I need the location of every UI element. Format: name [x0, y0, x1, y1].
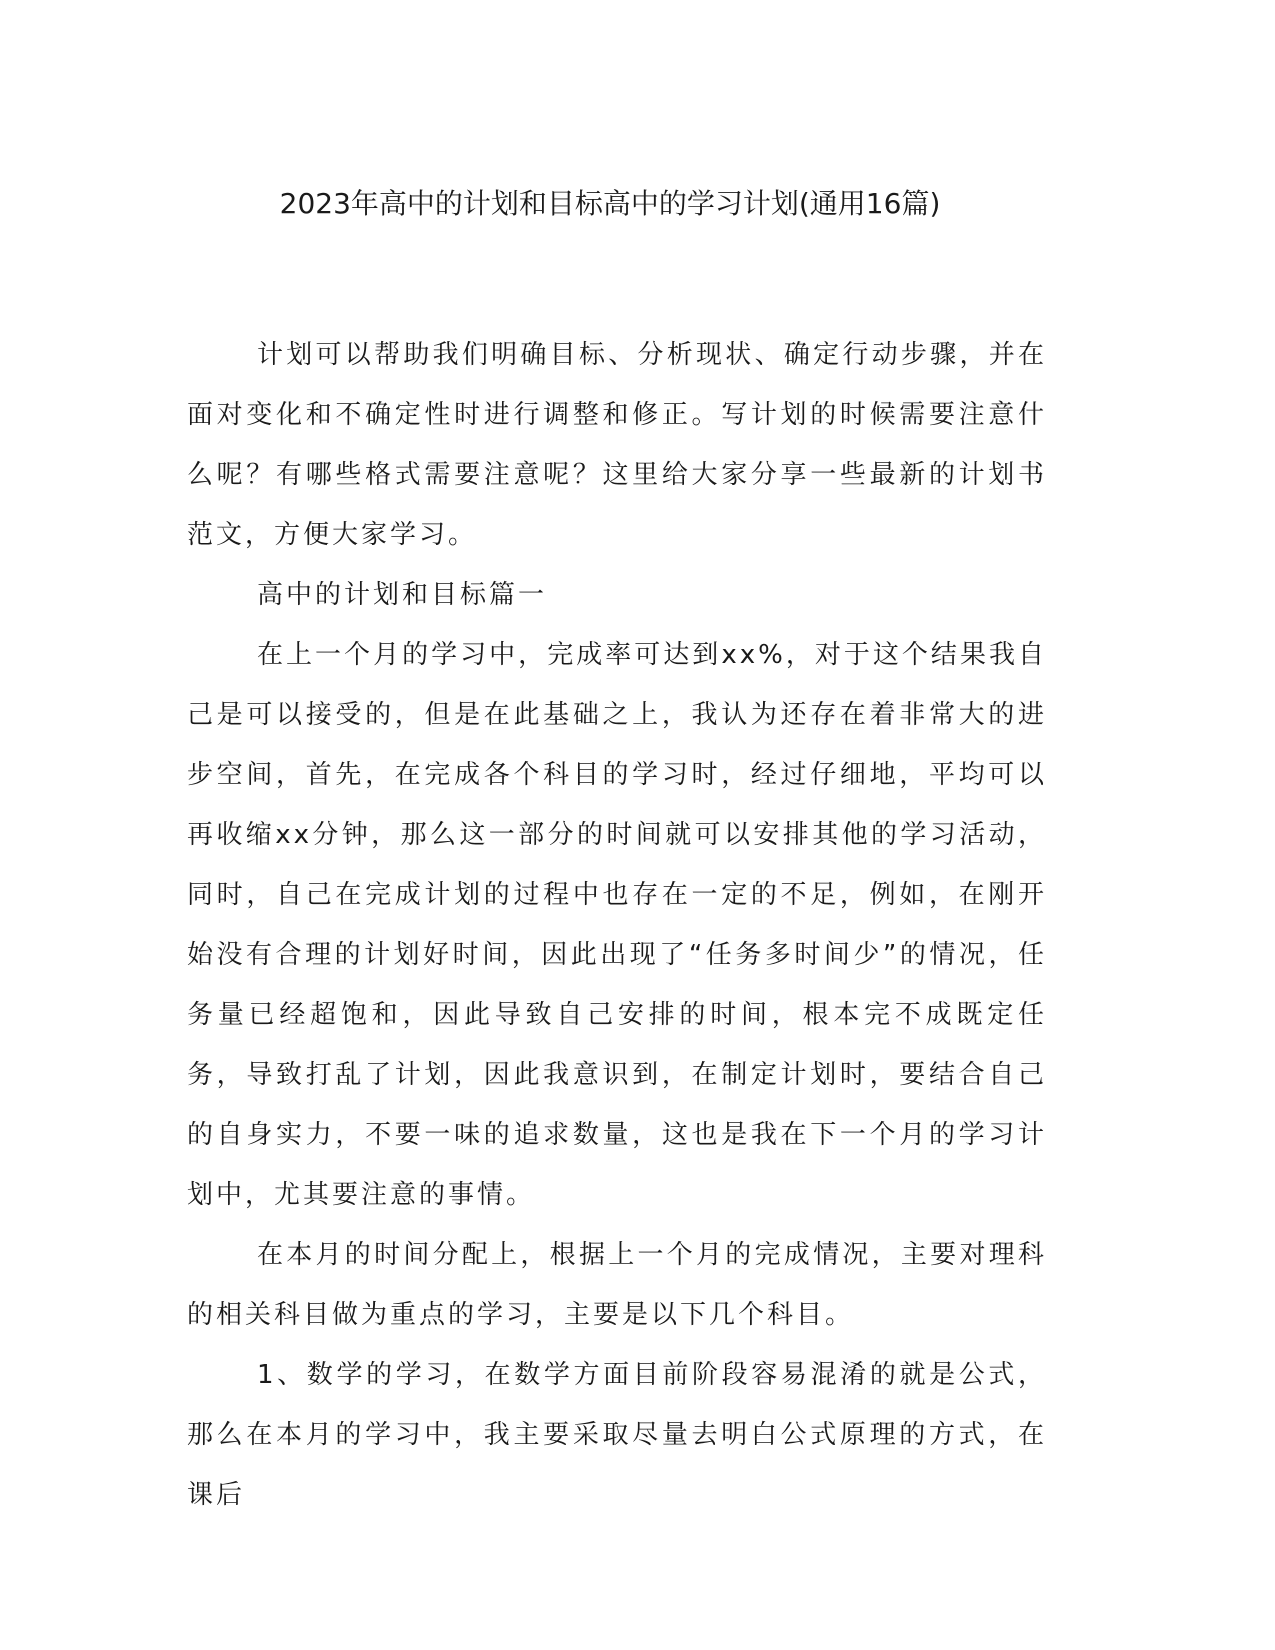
document-body [187, 325, 1047, 1525]
intro-paragraph: 计划可以帮助我们明确目标、分析现状、确定行动步骤，并在面对变化和不确定性时进行调整和修正。写计划的时候需要注意什么呢？有哪些格式需要注意呢？这里给大家分享一些最新的计划书范文，方便大家学习。 [187, 340, 1047, 550]
document-title: 2023年高中的计划和目标高中的学习计划(通用16篇) [279, 187, 941, 220]
body-paragraph: 1、数学的学习，在数学方面目前阶段容易混淆的就是公式，那么在本月的学习中，我主要采取尽量去明白公式原理的方式，在课后 [187, 1360, 1047, 1510]
body-paragraph: 在上一个月的学习中，完成率可达到xx%，对于这个结果我自己是可以接受的，但是在此基础之上，我认为还存在着非常大的进步空间，首先，在完成各个科目的学习时，经过仔细地，平均可以再收缩xx分钟，那么这一部分的时间就可以安排其他的学习活动，同时，自己在完成计划的过程中也存在一定的不足，例如，在刚开始没有合理的计划好时间，因此出现了“任务多时间少”的情况，任务量已经超饱和，因此导致自己安排的时间，根本完不成既定任务，导致打乱了计划，因此我意识到，在制定计划时，要结合自己的自身实力，不要一味的追求数量，这也是我在下一个月的学习计划中，尤其要注意的事情。 [187, 640, 1047, 1210]
body-paragraph: 在本月的时间分配上，根据上一个月的完成情况，主要对理科的相关科目做为重点的学习，主要是以下几个科目。 [187, 1240, 1047, 1330]
section-heading: 高中的计划和目标篇一 [257, 580, 548, 610]
